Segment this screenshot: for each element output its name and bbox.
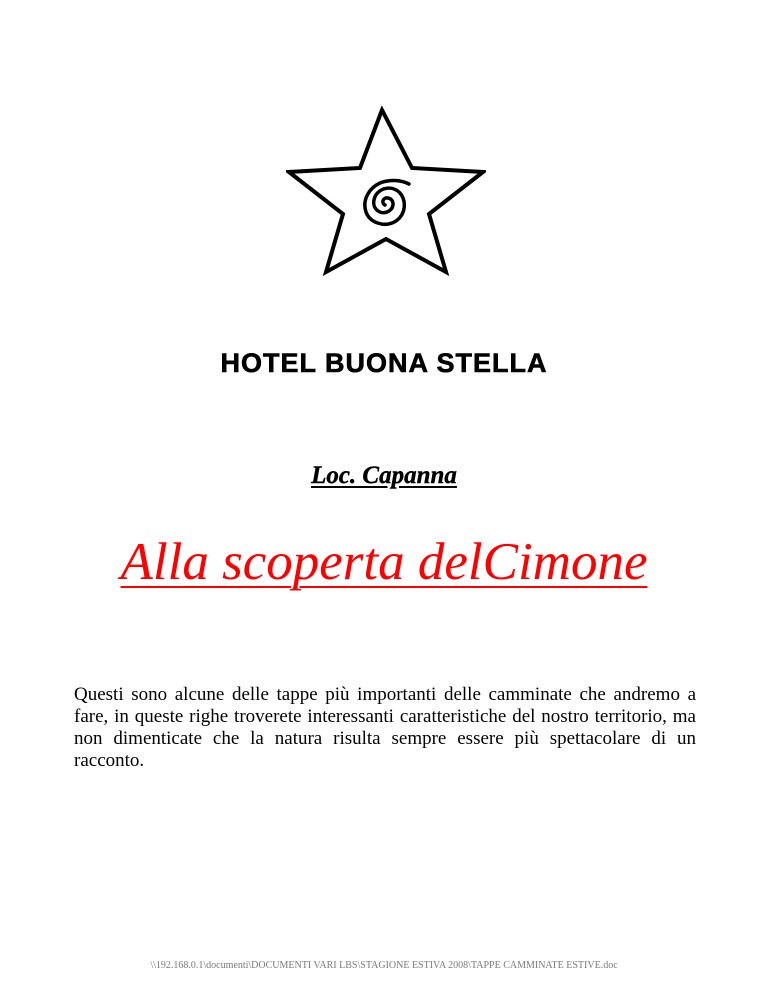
hotel-name: HOTEL BUONA STELLA <box>220 348 548 378</box>
footer-file-path: \\192.168.0.1\documenti\DOCUMENTI VARI LBS\STAGIONE ESTIVA 2008\TAPPE CAMMINATE ESTIVE.doc <box>150 960 618 971</box>
intro-paragraph: Questi sono alcune delle tappe più importanti delle camminate che andremo a fare, in queste righe troverete interessanti caratteristiche del nostro territorio, ma non dimenticate che la natura risulta sempre essere più spettacolare di un racconto. <box>74 684 696 771</box>
star-spiral-icon <box>286 106 486 276</box>
headline: Alla scoperta delCimone <box>120 533 648 591</box>
location-title: Loc. Capanna <box>311 462 457 489</box>
